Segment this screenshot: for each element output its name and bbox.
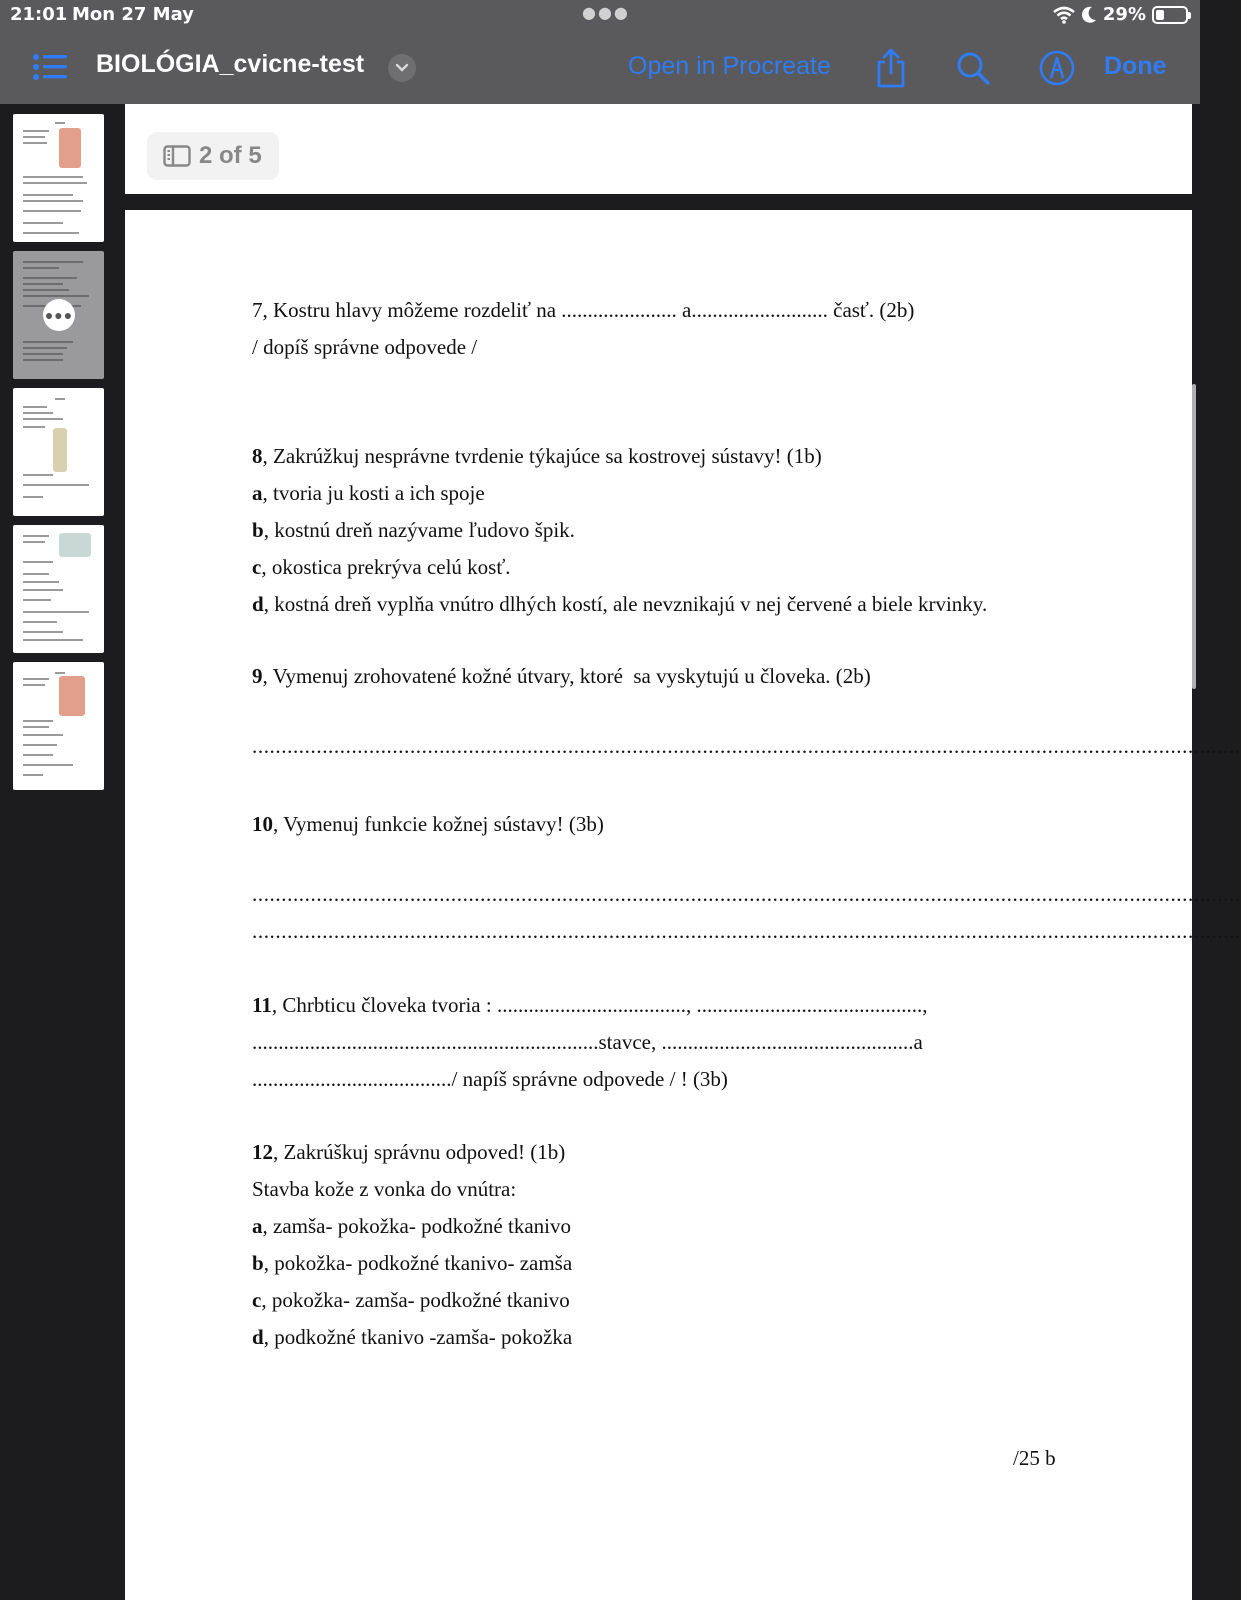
vertical-scrollbar[interactable] bbox=[1192, 384, 1196, 689]
wifi-icon bbox=[1053, 6, 1075, 24]
page-separator bbox=[125, 194, 1192, 210]
sidebar-toggle-icon bbox=[163, 145, 191, 167]
thumbnail-figure bbox=[59, 128, 81, 168]
status-time: 21:01 bbox=[10, 4, 68, 25]
q10-answer-line-1: ......................................................................................................................................................................... bbox=[252, 882, 1241, 906]
total-score: /25 b bbox=[1013, 1446, 1056, 1470]
done-button[interactable]: Done bbox=[1104, 52, 1167, 80]
status-bar bbox=[0, 0, 1200, 30]
q12-option-d: d, podkožné tkanivo -zamša- pokožka bbox=[252, 1325, 573, 1349]
q9-question: 9, Vymenuj zrohovatené kožné útvary, ktoré sa vyskytujú u človeka. (2b) bbox=[252, 664, 871, 688]
q8-option-d: d, kostná dreň vyplňa vnútro dlhých kostí, ale nevznikajú v nej červené a biele krvinky. bbox=[252, 592, 988, 616]
q12-question: 12, Zakrúškuj správnu odpoved! (1b) bbox=[252, 1140, 566, 1164]
q12-option-b: b, pokožka- podkožné tkanivo- zamša bbox=[252, 1251, 573, 1275]
page-thumbnail-sidebar[interactable] bbox=[0, 104, 125, 1600]
multitasking-dots-icon[interactable]: ●●● bbox=[582, 3, 630, 22]
open-in-procreate-button[interactable]: Open in Procreate bbox=[628, 52, 831, 80]
q8-question: 8, Zakrúžkuj nesprávne tvrdenie týkajúce sa kostrovej sústavy! (1b) bbox=[252, 444, 822, 468]
q8-option-b: b, kostnú dreň nazývame ľudovo špik. bbox=[252, 518, 575, 542]
battery-percent: 29% bbox=[1102, 4, 1146, 25]
q8-option-c: c, okostica prekrýva celú kosť. bbox=[252, 555, 511, 579]
battery-fill bbox=[1156, 10, 1164, 20]
q12-option-a: a, zamša- pokožka- podkožné tkanivo bbox=[252, 1214, 571, 1238]
markup-pen-icon[interactable] bbox=[1039, 50, 1075, 86]
page-indicator[interactable] bbox=[147, 132, 279, 180]
document-title[interactable]: BIOLÓGIA_cvicne-test bbox=[96, 50, 365, 78]
status-date: Mon 27 May bbox=[72, 4, 194, 25]
document-page[interactable] bbox=[125, 210, 1241, 1600]
page-indicator-label: 2 of 5 bbox=[199, 142, 262, 169]
status-right bbox=[1053, 4, 1188, 25]
q7-line1: 7, Kostru hlavy môžeme rozdeliť na ...................... a.......................... časť. (2b) bbox=[252, 298, 915, 322]
thumbnail-figure bbox=[53, 428, 67, 472]
previous-page-bottom bbox=[125, 104, 1192, 194]
page-thumbnail-3[interactable] bbox=[13, 388, 104, 516]
q11-line2: ..................................................................stavce, ................................................a bbox=[252, 1030, 923, 1054]
q10-answer-line-2: ......................................................................................................................................................................... bbox=[252, 919, 1241, 943]
page-thumbnail-2[interactable] bbox=[13, 251, 104, 379]
thumbnail-list-icon[interactable] bbox=[32, 52, 68, 82]
search-icon[interactable] bbox=[955, 50, 991, 86]
page-thumbnail-4[interactable] bbox=[13, 525, 104, 653]
chevron-down-icon bbox=[395, 63, 409, 73]
q12-option-c: c, pokožka- zamša- podkožné tkanivo bbox=[252, 1288, 570, 1312]
page-thumbnail-5[interactable] bbox=[13, 662, 104, 790]
q12-intro: Stavba kože z vonka do vnútra: bbox=[252, 1177, 517, 1201]
moon-icon bbox=[1081, 6, 1097, 24]
q11-question: 11, Chrbticu človeka tvoria : ...................................., ..........................................., bbox=[252, 993, 928, 1017]
q8-option-a: a, tvoria ju kosti a ich spoje bbox=[252, 481, 485, 505]
q9-answer-line: ......................................................................................................................................................................... bbox=[252, 734, 1241, 758]
q7-line2: / dopíš správne odpovede / bbox=[252, 335, 478, 359]
title-menu-button[interactable] bbox=[388, 54, 416, 82]
q11-line3: ....................................../ napíš správne odpovede / ! (3b) bbox=[252, 1067, 728, 1091]
thumbnail-figure bbox=[59, 533, 91, 557]
share-icon[interactable] bbox=[874, 48, 908, 88]
thumbnail-figure bbox=[59, 676, 85, 716]
q10-question: 10, Vymenuj funkcie kožnej sústavy! (3b) bbox=[252, 812, 604, 836]
battery-icon bbox=[1152, 6, 1188, 24]
more-options-button[interactable]: ●●● bbox=[43, 299, 75, 331]
page-thumbnail-1[interactable] bbox=[13, 114, 104, 242]
navigation-bar bbox=[0, 30, 1200, 104]
